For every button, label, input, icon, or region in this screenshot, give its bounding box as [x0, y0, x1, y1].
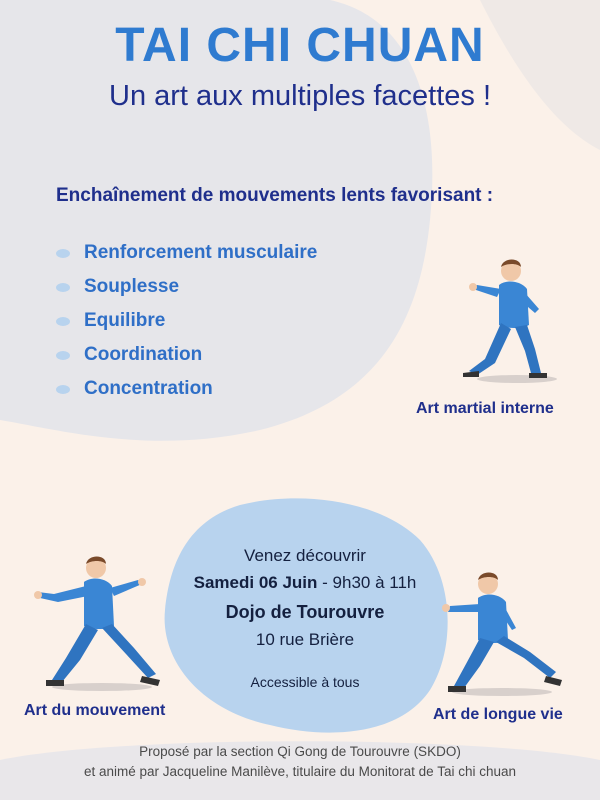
footer-credits [0, 742, 600, 782]
bullet-icon [56, 283, 70, 292]
bullet-icon [56, 317, 70, 326]
benefit-label: Concentration [84, 378, 213, 399]
caption-movement: Art du mouvement [24, 702, 166, 719]
event-invite: Venez découvrir [244, 546, 366, 565]
list-item [56, 236, 317, 270]
list-item [56, 338, 317, 372]
benefits-list [56, 236, 317, 406]
benefits-intro: Enchaînement de mouvements lents favorisant : [56, 185, 494, 206]
event-venue: Dojo de Tourouvre [225, 602, 385, 622]
tai-chi-figure-movement [30, 552, 170, 692]
benefit-label: Renforcement musculaire [84, 242, 318, 263]
list-item [56, 304, 317, 338]
bullet-icon [56, 351, 70, 360]
tai-chi-figure-longevity [440, 568, 570, 698]
benefit-label: Equilibre [84, 310, 166, 331]
event-date: Samedi 06 Juin [193, 573, 318, 592]
footer-line-1: Proposé par la section Qi Gong de Tourouvre (SKDO) [139, 744, 461, 759]
caption-martial: Art martial interne [416, 400, 554, 417]
caption-longevity: Art de longue vie [433, 706, 563, 723]
page-title: TAI CHI CHUAN [115, 19, 485, 72]
list-item [56, 270, 317, 304]
page-subtitle: Un art aux multiples facettes ! [109, 80, 491, 112]
event-address: 10 rue Brière [255, 630, 355, 649]
bullet-icon [56, 385, 70, 394]
benefit-label: Souplesse [84, 276, 180, 297]
footer-line-2: et animé par Jacqueline Manilève, titulaire du Monitorat de Tai chi chuan [84, 764, 516, 779]
list-item [56, 372, 317, 406]
bullet-icon [56, 249, 70, 258]
event-access: Accessible à tous [250, 674, 360, 690]
event-date-line [165, 573, 445, 593]
benefit-label: Coordination [84, 344, 203, 365]
event-time: - 9h30 à 11h [317, 573, 417, 592]
tai-chi-figure-martial [455, 255, 575, 385]
